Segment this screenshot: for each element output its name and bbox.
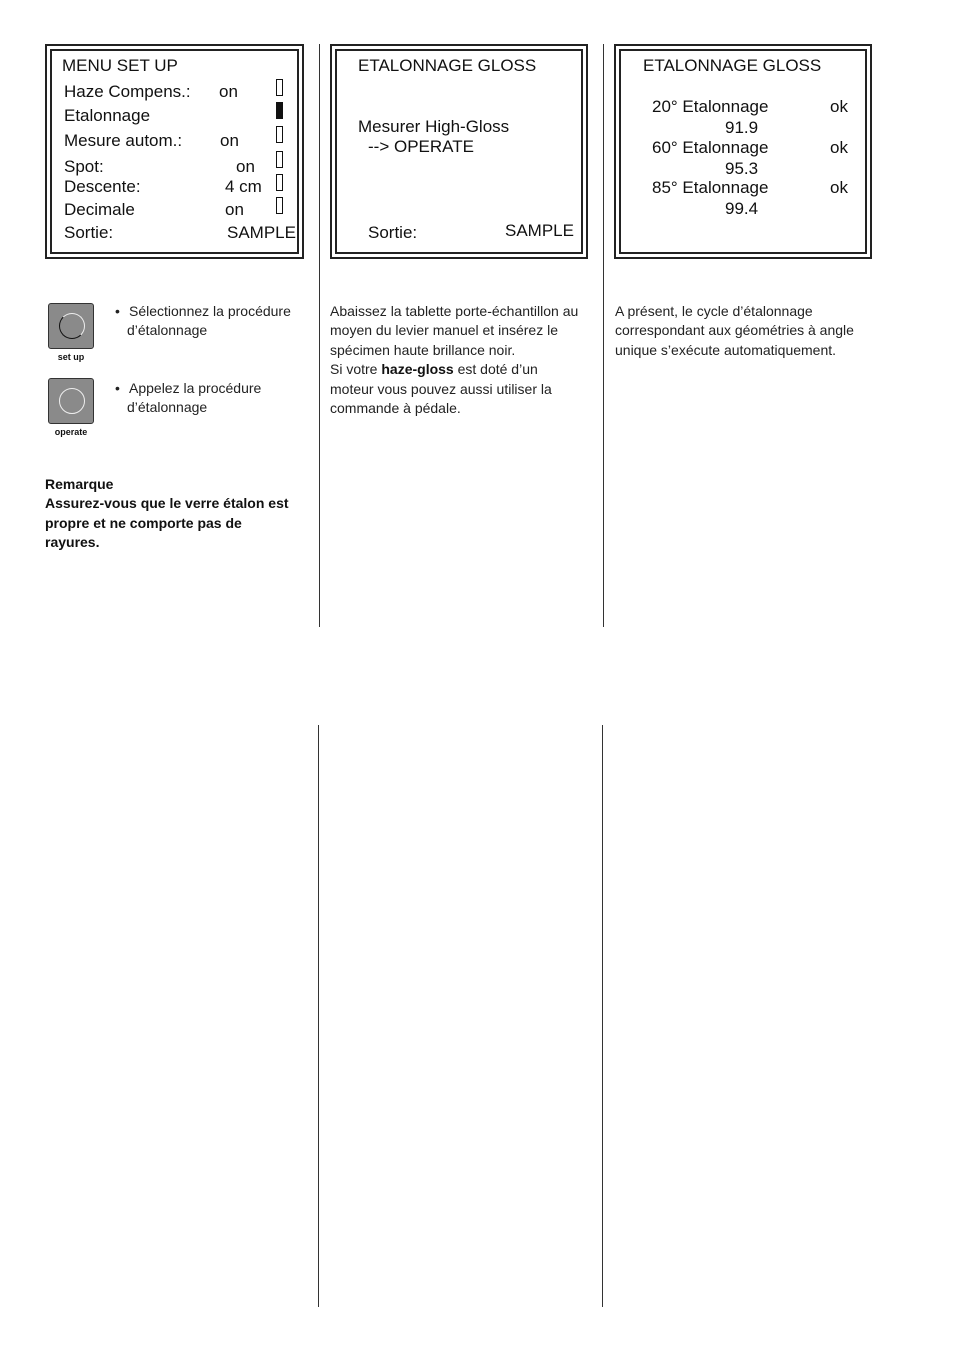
result-label-20: 20° Etalonnage — [652, 97, 769, 116]
row-label-sortie: Sortie: — [64, 223, 114, 242]
row-label-descente: Descente: — [64, 177, 141, 196]
checkbox-descente[interactable] — [276, 174, 283, 191]
exit-label: Sortie: — [368, 223, 418, 242]
instruction-line-2: --> OPERATE — [368, 137, 474, 156]
product-name: haze-gloss — [381, 361, 454, 378]
row-value-decimale: on — [225, 200, 244, 219]
row-label-haze-compens: Haze Compens.: — [64, 82, 191, 101]
paragraph-line: moteur vous pouvez aussi utiliser la — [330, 380, 552, 397]
setup-key-label: set up — [57, 352, 85, 362]
checkbox-haze-compens[interactable] — [276, 79, 283, 96]
row-value-spot: on — [236, 157, 255, 176]
lcd-menu-setup — [45, 44, 304, 259]
bullet-call-procedure — [115, 379, 309, 418]
remark-line: Assurez-vous que le verre étalon est — [45, 495, 289, 512]
result-label-60: 60° Etalonnage — [652, 138, 769, 157]
column-divider-1-top — [319, 44, 320, 627]
checkbox-decimale[interactable] — [276, 197, 283, 214]
text-prefix: Si votre — [330, 361, 382, 378]
lcd-title: ETALONNAGE GLOSS — [358, 56, 537, 75]
paragraph-line: commande à pédale. — [330, 400, 461, 417]
bullet-line: Appelez la procédure — [129, 380, 262, 396]
bullet-line: d’étalonnage — [127, 399, 208, 416]
remark-block — [45, 475, 315, 553]
row-label-spot: Spot: — [64, 157, 104, 176]
paragraph-line: correspondant aux géométries à angle — [615, 322, 854, 339]
lcd-etalonnage-results — [614, 44, 872, 259]
checkbox-mesure-autom[interactable] — [276, 126, 283, 143]
bullet-select-procedure — [115, 302, 309, 341]
lcd-etalonnage-measure — [330, 44, 588, 259]
menu-title: MENU SET UP — [62, 56, 178, 75]
row-value-sortie: SAMPLE — [227, 223, 296, 242]
column2-paragraph — [330, 302, 600, 418]
row-value-haze-compens: on — [219, 82, 238, 101]
setup-key-button[interactable] — [48, 303, 94, 349]
remark-title: Remarque — [45, 476, 114, 492]
row-label-mesure-autom: Mesure autom.: — [64, 131, 183, 150]
bullet-line: Sélectionnez la procédure — [129, 303, 291, 319]
column-divider-2-bottom — [602, 725, 603, 1307]
column3-paragraph — [615, 302, 885, 360]
paragraph-line: Abaissez la tablette porte-échantillon au — [330, 303, 579, 319]
remark-line: propre et ne comporte pas de — [45, 514, 242, 531]
row-label-etalonnage: Etalonnage — [64, 106, 151, 125]
paragraph-line: unique s’exécute automatiquement. — [615, 341, 837, 358]
operate-key-label: operate — [54, 427, 88, 437]
operate-key-button[interactable] — [48, 378, 94, 424]
remark-line: rayures. — [45, 534, 100, 551]
lcd-title: ETALONNAGE GLOSS — [643, 56, 822, 75]
paragraph-line: moyen du levier manuel et insérez le — [330, 322, 559, 339]
setup-key-icon — [59, 313, 85, 339]
result-status-20: ok — [830, 97, 848, 116]
paragraph-line-mixed — [330, 360, 600, 379]
row-value-descente: 4 cm — [225, 177, 262, 196]
checkbox-etalonnage-selected[interactable] — [276, 102, 283, 119]
exit-value: SAMPLE — [505, 221, 574, 240]
result-value-85: 99.4 — [725, 199, 759, 218]
result-status-85: ok — [830, 178, 848, 197]
column-divider-1-bottom — [318, 725, 319, 1307]
text-suffix: est doté d’un — [453, 361, 538, 378]
bullet-line: d’étalonnage — [127, 322, 208, 339]
result-status-60: ok — [830, 138, 848, 157]
checkbox-spot[interactable] — [276, 151, 283, 168]
row-value-mesure-autom: on — [220, 131, 239, 150]
bullet-dot: • — [115, 380, 120, 396]
result-value-60: 95.3 — [725, 159, 759, 178]
operate-key-icon — [59, 388, 85, 414]
result-value-20: 91.9 — [725, 118, 759, 137]
column-divider-2-top — [603, 44, 604, 627]
paragraph-line: spécimen haute brillance noir. — [330, 341, 516, 358]
instruction-line-1: Mesurer High-Gloss — [358, 117, 510, 136]
paragraph-line: A présent, le cycle d’étalonnage — [615, 303, 813, 319]
result-label-85: 85° Etalonnage — [652, 178, 769, 197]
bullet-dot: • — [115, 303, 120, 319]
row-label-decimale: Decimale — [64, 200, 135, 219]
